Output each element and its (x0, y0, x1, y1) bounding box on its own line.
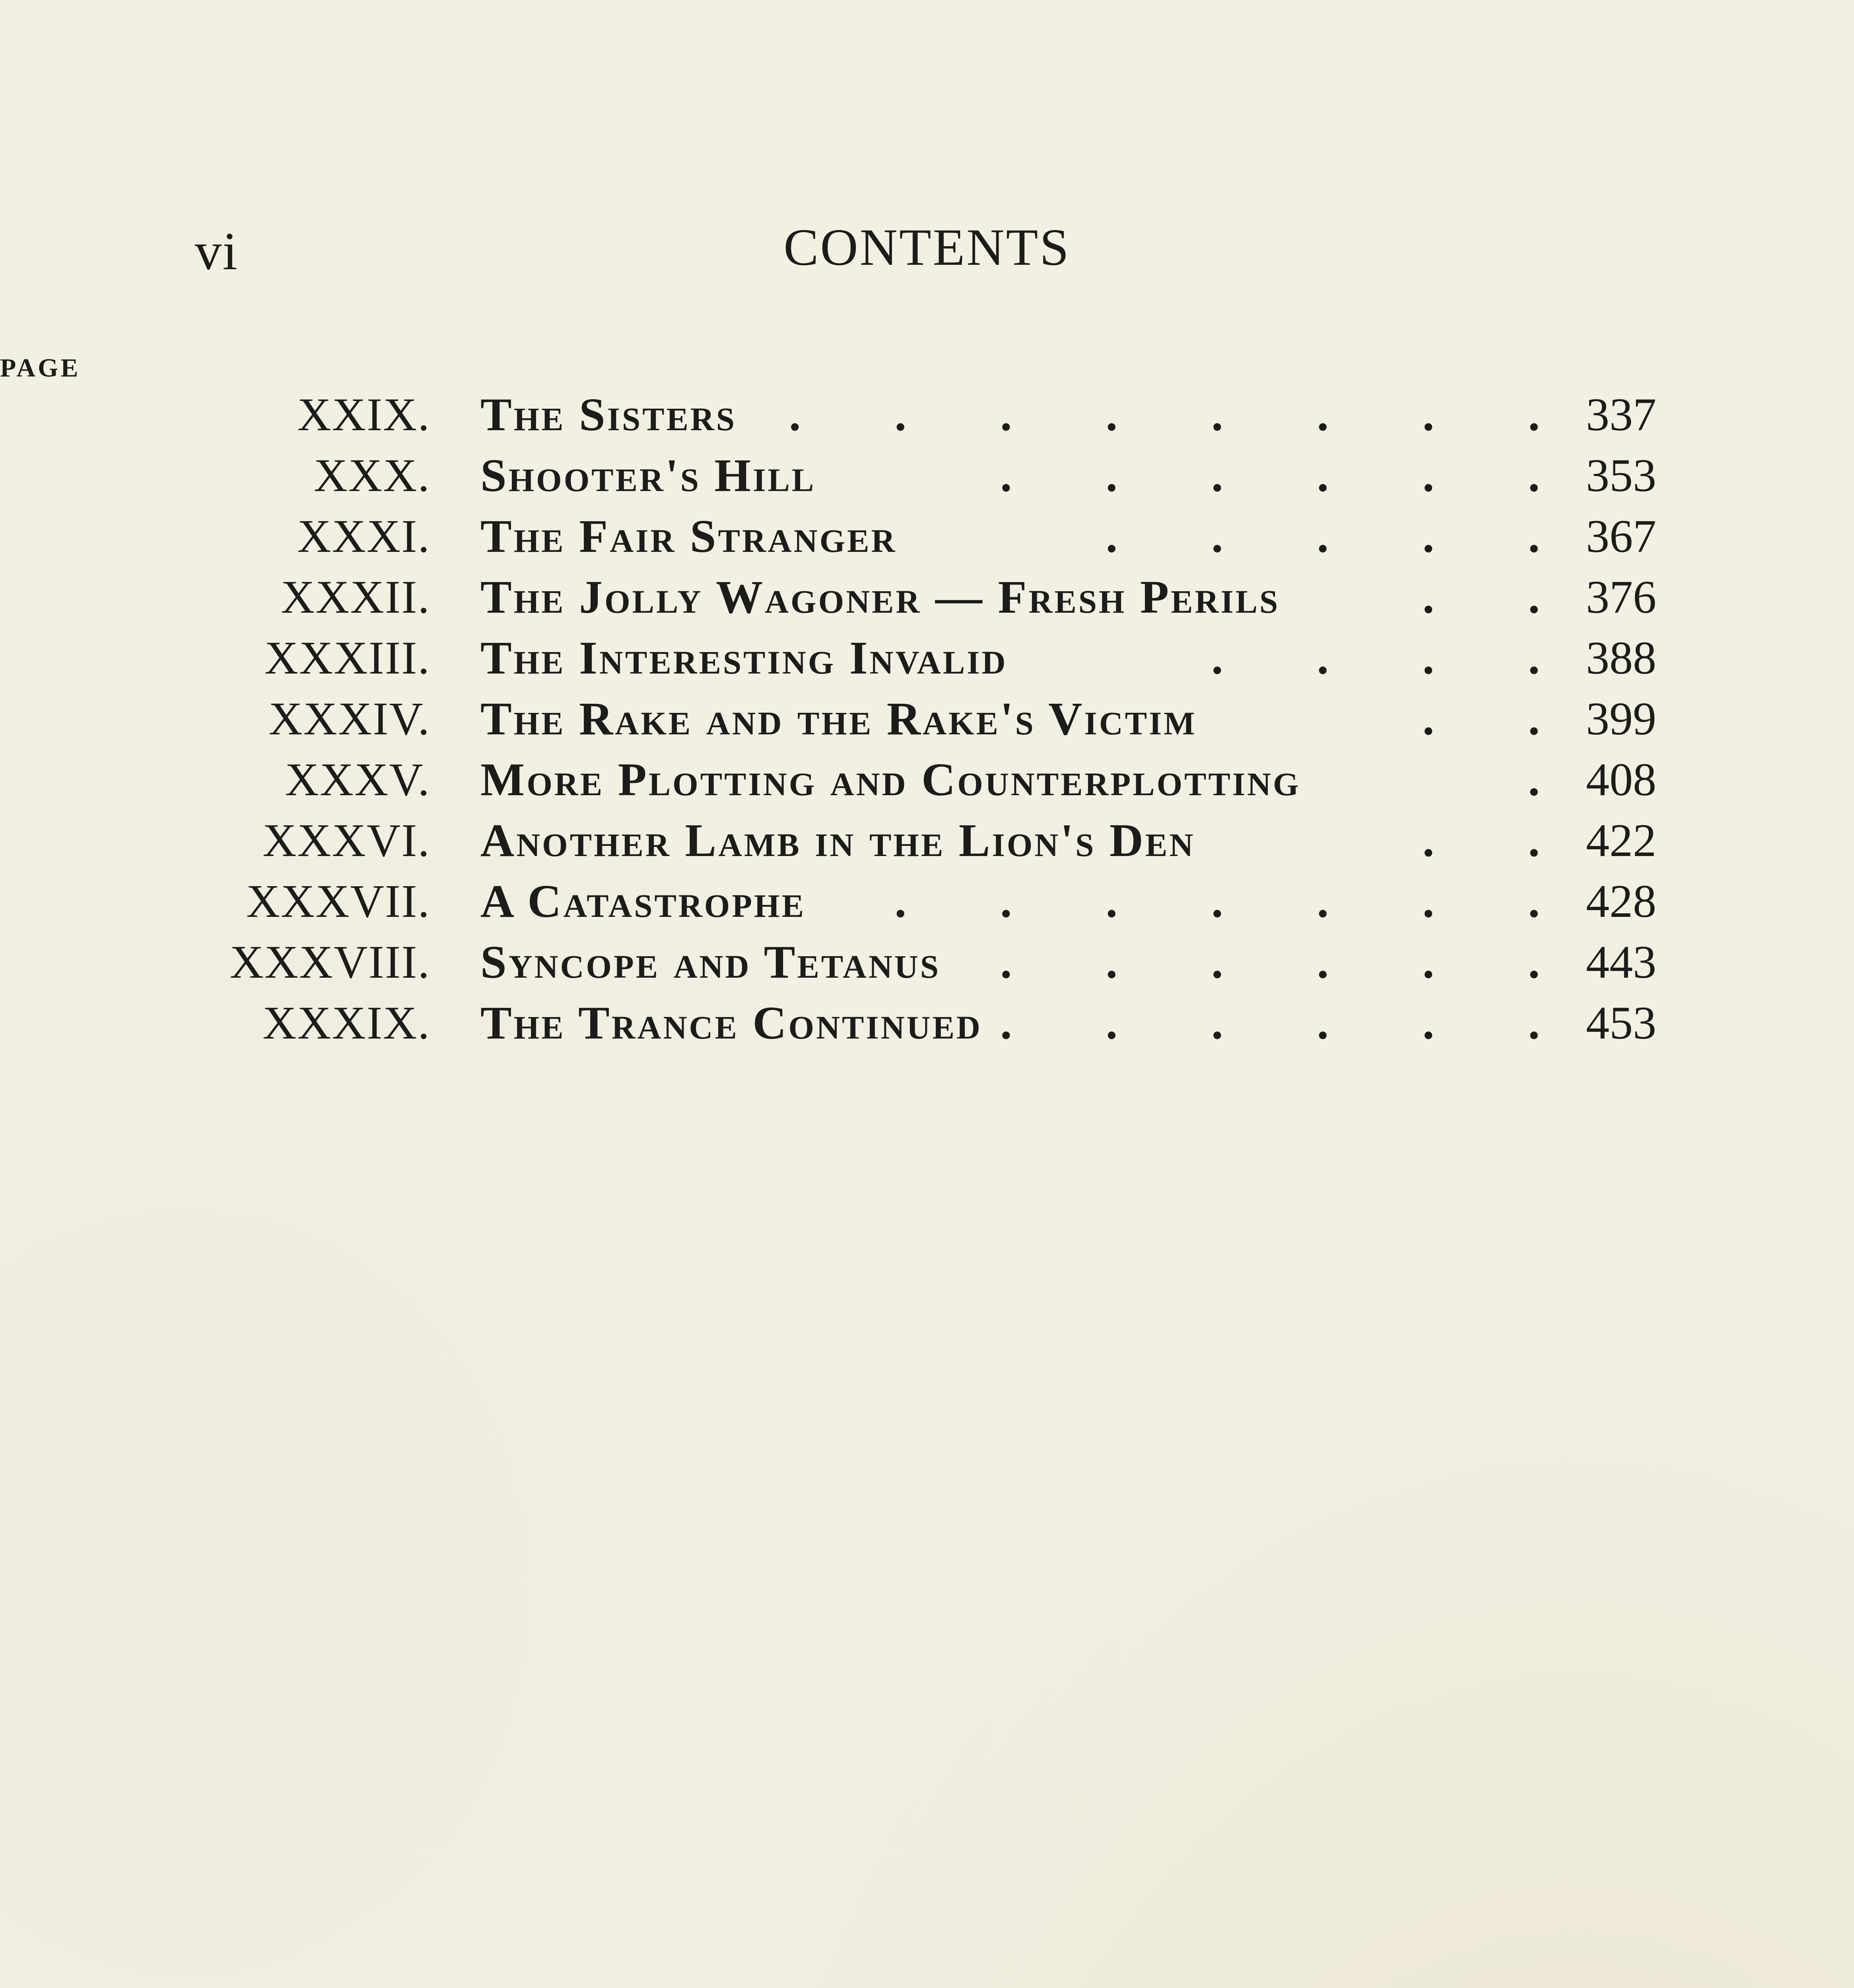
toc-entry (0, 935, 1854, 996)
chapter-number: XXXVI. (262, 814, 430, 866)
chapter-number: XXXVIII. (229, 936, 430, 988)
chapter-number: XXXII. (281, 571, 430, 623)
chapter-title: Shooter's Hill (480, 449, 816, 501)
chapter-number: XXIX. (297, 388, 430, 441)
dot-leader: . . (1423, 814, 1540, 866)
chapter-title: The Trance Continued (480, 997, 982, 1049)
chapter-number: XXXI. (297, 510, 430, 562)
chapter-number: XXXIX. (262, 997, 430, 1049)
page-number: 367 (1586, 510, 1656, 562)
toc-entry (0, 692, 1854, 753)
chapter-number: XXX. (313, 449, 430, 501)
dot-leader: . . . . . . . . (789, 388, 1540, 441)
page-number: 376 (1586, 571, 1656, 623)
page-folio: vi (195, 222, 239, 281)
chapter-title: The Fair Stranger (480, 510, 897, 562)
dot-leader: . . (1423, 571, 1540, 623)
chapter-number: XXXIV. (268, 693, 430, 745)
toc-entry (0, 448, 1854, 509)
chapter-title: The Rake and the Rake's Victim (480, 693, 1197, 745)
dot-leader: . . . . (1211, 632, 1540, 684)
toc-entry (0, 813, 1854, 874)
chapter-title: A Catastrophe (480, 875, 806, 927)
chapter-title: Syncope and Tetanus (480, 936, 941, 988)
chapter-title: More Plotting and Counterplotting (480, 753, 1301, 806)
page-number: 428 (1586, 875, 1656, 927)
dot-leader: . . . . . . (1000, 449, 1540, 501)
toc-entry (0, 874, 1854, 935)
chapter-number: XXXV. (285, 753, 430, 806)
dot-leader: . . . . . (1106, 510, 1540, 562)
page-column-label: PAGE (0, 353, 1854, 1988)
dot-leader: . . (1423, 693, 1540, 745)
chapter-title: Another Lamb in the Lion's Den (480, 814, 1195, 866)
toc-entry (0, 631, 1854, 692)
toc-entry (0, 509, 1854, 570)
page-title: CONTENTS (783, 218, 1071, 276)
chapter-number: XXXVII. (246, 875, 430, 927)
toc-entry (0, 388, 1854, 448)
page-number: 443 (1586, 936, 1656, 988)
chapter-title: The Jolly Wagoner — Fresh Perils (480, 571, 1280, 623)
page-number: 422 (1586, 814, 1656, 866)
page-number: 408 (1586, 753, 1656, 806)
chapter-title: The Interesting Invalid (480, 632, 1008, 684)
chapter-title: The Sisters (480, 388, 737, 441)
dot-leader: . (1528, 753, 1540, 806)
page-number: 453 (1586, 997, 1656, 1049)
dot-leader: . . . . . . . (894, 875, 1540, 927)
page-number: 388 (1586, 632, 1656, 684)
chapter-number: XXXIII. (264, 632, 430, 684)
toc-entry (0, 996, 1854, 1057)
page-number: 353 (1586, 449, 1656, 501)
page-number: 337 (1586, 388, 1656, 441)
dot-leader: . . . . . . (1000, 936, 1540, 988)
toc-entry (0, 570, 1854, 631)
dot-leader: . . . . . . (1000, 997, 1540, 1049)
page-number: 399 (1586, 693, 1656, 745)
toc-entry (0, 753, 1854, 813)
